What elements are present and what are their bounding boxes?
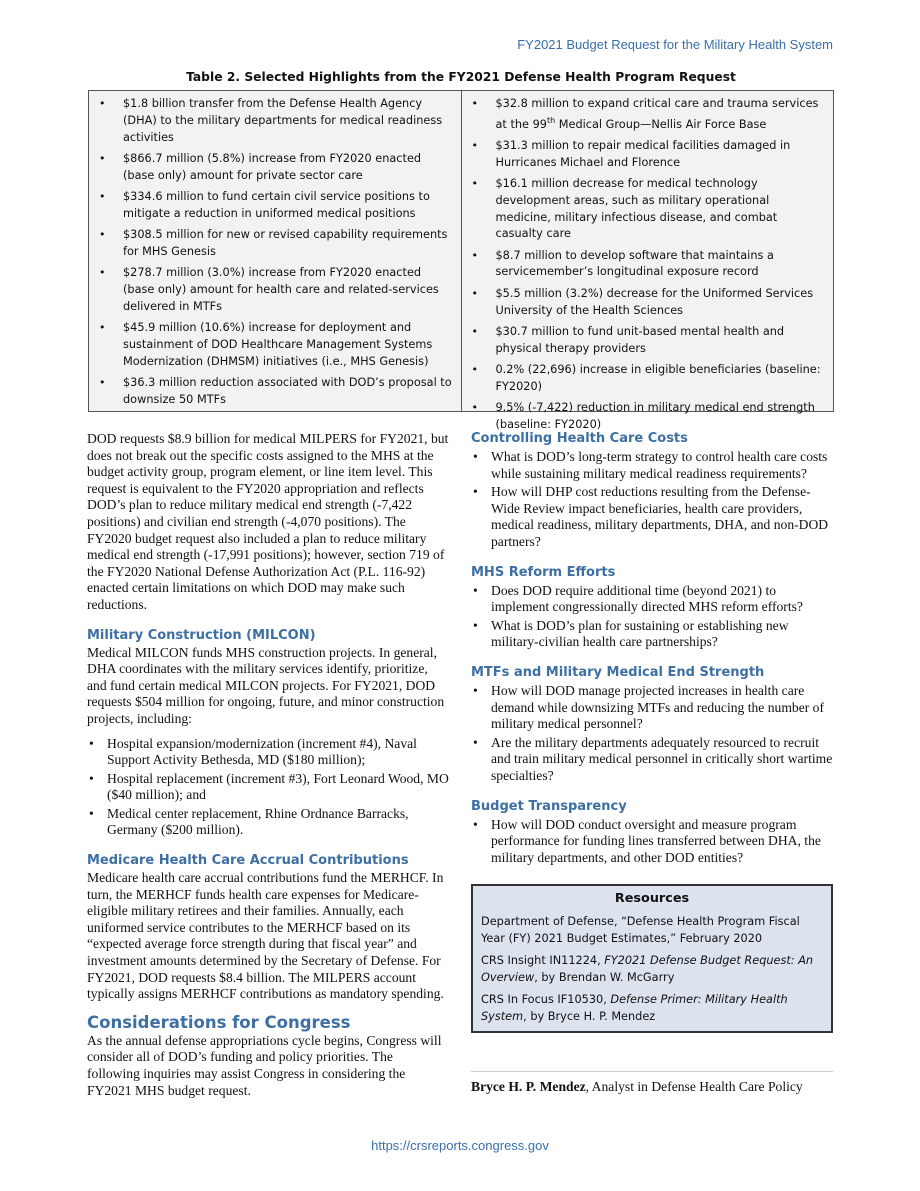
resources-box <box>471 884 833 1033</box>
highlight-item: • $334.6 million to fund certain civil service positions to mitigate a reduction in uniformed medical positions <box>95 189 453 223</box>
list-item: • What is DOD’s long-term strategy to control health care costs while sustaining military medical readiness requirements? <box>471 449 833 482</box>
list-item: • Hospital expansion/modernization (increment #4), Naval Support Activity Bethesda, MD ($180 million); <box>87 736 449 769</box>
highlights-right-column <box>462 91 834 431</box>
list-item: • Are the military departments adequately resourced to recruit and train military medical personnel in critically short wartime specialties? <box>471 735 833 785</box>
resources-title: Resources <box>614 891 690 907</box>
highlight-item: • $5.5 million (3.2%) decrease for the Uniformed Services University of the Health Sciences <box>468 286 826 320</box>
highlight-item: • $1.8 billion transfer from the Defense Health Agency (DHA) to the military departments for medical readiness activities <box>95 96 453 146</box>
highlights-left-column <box>89 91 462 411</box>
highlight-item: • $308.5 million for new or revised capability requirements for MHS Genesis <box>95 227 453 261</box>
highlight-item: • $866.7 million (5.8%) increase from FY2020 enacted (base only) amount for private sector care <box>95 151 453 185</box>
section-heading-transparency: Budget Transparency <box>471 798 627 814</box>
author-line: Bryce H. P. Mendez, Analyst in Defense Health Care Policy <box>471 1079 803 1095</box>
highlights-table <box>88 90 834 431</box>
footer-url[interactable]: https://crsreports.congress.gov <box>371 1138 549 1153</box>
list-item: • How will DHP cost reductions resulting from the Defense-Wide Review impact beneficiaries, health care providers, medical readiness, military departments, DHA, and non-DOD partners? <box>471 484 833 550</box>
list-item: • Medical center replacement, Rhine Ordnance Barracks, Germany ($200 million). <box>87 806 449 839</box>
list-item: • How will DOD manage projected increases in health care demand while downsizing MTFs and reducing the number of military medical personnel? <box>471 683 833 733</box>
section-heading-medicare: Medicare Health Care Accrual Contributions <box>87 853 409 869</box>
highlight-item: • $45.9 million (10.6%) increase for deployment and sustainment of DOD Healthcare Management Systems Modernization (DHMSM) initiatives (i.e., MHS Genesis) <box>95 320 453 370</box>
highlight-item: • $278.7 million (3.0%) increase from FY2020 enacted (base only) amount for health care and related-services delivered in MTFs <box>95 265 453 315</box>
highlight-item: • 9.5% (-7,422) reduction in military medical end strength (baseline: FY2020) <box>468 400 826 434</box>
question-list <box>471 449 833 551</box>
left-column <box>87 431 449 1099</box>
right-column <box>471 431 833 1096</box>
resource-item: CRS In Focus IF10530, Defense Primer: Military Health System, by Bryce H. P. Mendez <box>481 993 788 1024</box>
author-divider <box>471 1071 833 1072</box>
highlight-item: • $16.1 million decrease for medical technology development areas, such as military operational medicine, military infectious disease, and combat casualty care <box>468 176 826 243</box>
question-list <box>471 583 833 651</box>
highlight-item: • $32.8 million to expand critical care and trauma services at the 99th Medical Group—Nellis Air Force Base <box>468 96 826 133</box>
section-heading-reform: MHS Reform Efforts <box>471 564 616 580</box>
highlight-item: • $8.7 million to develop software that maintains a servicemember’s longitudinal exposure record <box>468 248 826 282</box>
running-header: FY2021 Budget Request for the Military Health System <box>517 37 833 52</box>
table-caption: Table 2. Selected Highlights from the FY2021 Defense Health Program Request <box>186 70 736 84</box>
question-list <box>471 683 833 785</box>
question-list <box>471 817 833 867</box>
highlight-item: • $30.7 million to fund unit-based mental health and physical therapy providers <box>468 324 826 358</box>
milcon-project-list <box>87 736 449 840</box>
resource-item: Department of Defense, “Defense Health Program Fiscal Year (FY) 2021 Budget Estimates,” February 2020 <box>481 915 800 946</box>
considerations-paragraph: As the annual defense appropriations cycle begins, Congress will consider all of DOD’s funding and policy priorities. The following inquiries may assist Congress in considering the FY2021 MHS budget request. <box>87 1032 442 1098</box>
list-item: • Hospital replacement (increment #3), Fort Leonard Wood, MO ($40 million); and <box>87 771 449 804</box>
milpers-paragraph: DOD requests $8.9 billion for medical MILPERS for FY2021, but does not break out the specific costs assigned to the MHS at the budget activity group, program element, or line item level. This request is equivalent to the FY2020 appropriation and reflects DOD’s plan to reduce military medical end strength (-7,422 positions) and civilian end strength (-4,070 positions). The FY2020 budget request also included a plan to reduce military medical end strength (-17,991 positions); however, section 719 of the FY2020 National Defense Authorization Act (P.L. 116-92) enacted certain limitations on which DOD may make such reductions. <box>87 431 449 612</box>
section-heading-mtfs: MTFs and Military Medical End Strength <box>471 664 765 680</box>
resource-item: CRS Insight IN11224, FY2021 Defense Budget Request: An Overview, by Brendan W. McGarry <box>481 954 814 985</box>
milcon-paragraph: Medical MILCON funds MHS construction projects. In general, DHA coordinates with the military services identify, prioritize, and fund certain medical MILCON projects. For FY2021, DOD requests $504 million for ongoing, future, and minor construction projects, including: <box>87 644 445 726</box>
list-item: • Does DOD require additional time (beyond 2021) to implement congressionally directed MHS reform efforts? <box>471 583 833 616</box>
highlight-item: • 0.2% (22,696) increase in eligible beneficiaries (baseline: FY2020) <box>468 362 826 396</box>
highlight-item: • $36.3 million reduction associated with DOD’s proposal to downsize 50 MTFs <box>95 375 453 409</box>
section-heading-considerations: Considerations for Congress <box>87 1012 351 1032</box>
list-item: • What is DOD’s plan for sustaining or establishing new military-civilian health care partnerships? <box>471 618 833 651</box>
section-heading-costs: Controlling Health Care Costs <box>471 431 688 446</box>
list-item: • How will DOD conduct oversight and measure program performance for funding lines transferred between DHA, the military departments, and other DOD entities? <box>471 817 833 867</box>
highlight-item: • $31.3 million to repair medical facilities damaged in Hurricanes Michael and Florence <box>468 138 826 172</box>
section-heading-milcon: Military Construction (MILCON) <box>87 627 316 643</box>
medicare-paragraph: Medicare health care accrual contributions fund the MERHCF. In turn, the MERHCF funds health care expenses for Medicare-eligible military retirees and their families. Annually, each uniformed service contributes to the MERHCF based on its “expected average force strength during that fiscal year” and investment amounts determined by the Secretary of Defense. For FY2021, DOD requests $8.4 billion. The MILPERS account typically assigns MERHCF contributions as mandatory spending. <box>87 870 444 1002</box>
